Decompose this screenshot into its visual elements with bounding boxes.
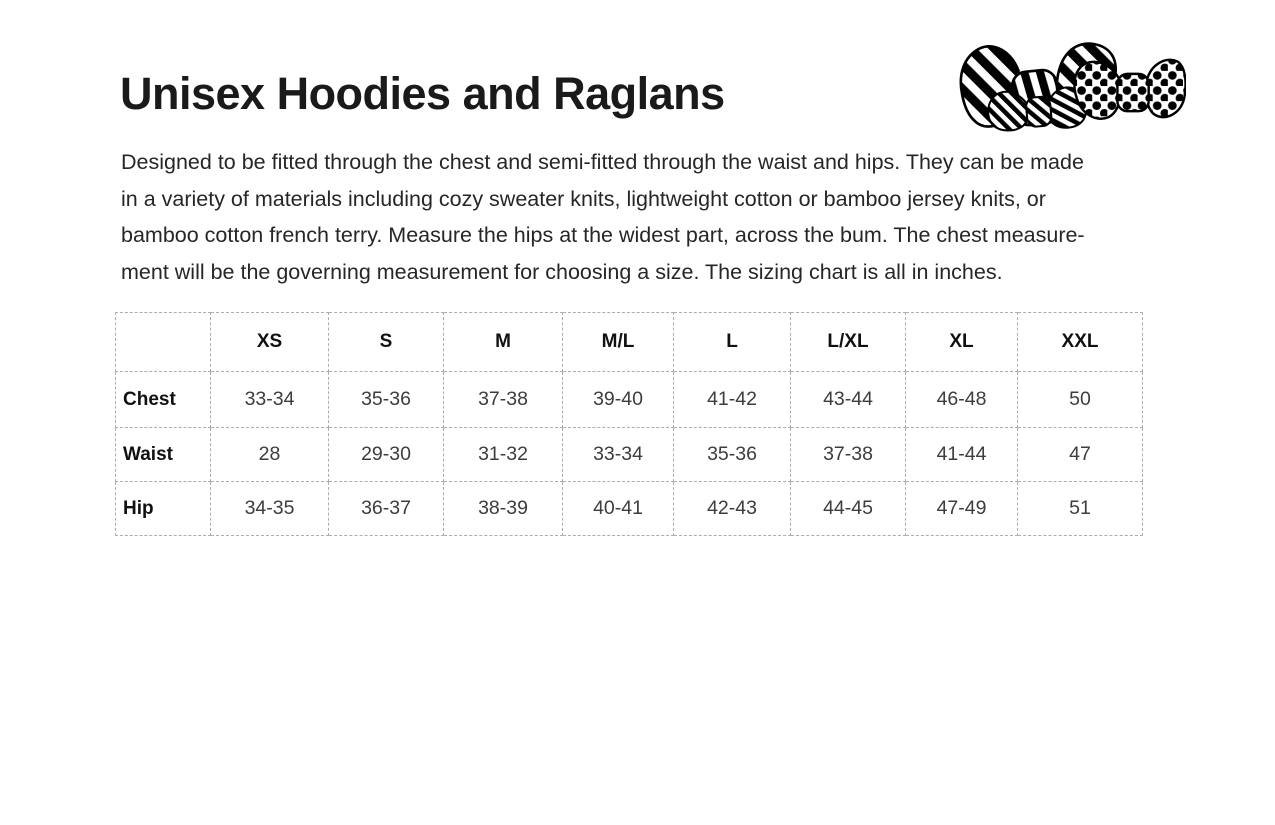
waist-m-value: 31-32	[444, 428, 563, 482]
column-header-lxl: L/XL	[791, 313, 906, 372]
chest-lxl-value: 43-44	[791, 372, 906, 428]
hip-xxl-value: 51	[1018, 482, 1143, 536]
intro-line: bamboo cotton french terry. Measure the hips at the widest part, across the bum. The chest measure-	[121, 223, 1085, 248]
column-header-xxl: XXL	[1018, 313, 1143, 372]
hip-xs-value: 34-35	[211, 482, 329, 536]
chest-ml-value: 39-40	[563, 372, 674, 428]
hip-lxl-value: 44-45	[791, 482, 906, 536]
column-header-xs: XS	[211, 313, 329, 372]
intro-line: ment will be the governing measurement for choosing a size. The sizing chart is all in inches.	[121, 259, 1003, 284]
chest-xl-value: 46-48	[906, 372, 1018, 428]
page-title: Unisex Hoodies and Raglans	[120, 68, 725, 119]
column-header-blank	[116, 313, 211, 372]
hip-ml-value: 40-41	[563, 482, 674, 536]
chest-xxl-value: 50	[1018, 372, 1143, 428]
row-label-waist: Waist	[116, 428, 211, 482]
hip-xl-value: 47-49	[906, 482, 1018, 536]
column-header-xl: XL	[906, 313, 1018, 372]
table-row-waist	[116, 428, 1143, 482]
hip-l-value: 42-43	[674, 482, 791, 536]
chest-l-value: 41-42	[674, 372, 791, 428]
waist-xl-value: 41-44	[906, 428, 1018, 482]
row-label-chest: Chest	[116, 372, 211, 428]
waist-s-value: 29-30	[329, 428, 444, 482]
column-header-m: M	[444, 313, 563, 372]
column-header-l: L	[674, 313, 791, 372]
waist-ml-value: 33-34	[563, 428, 674, 482]
intro-line: in a variety of materials including cozy sweater knits, lightweight cotton or bamboo jersey knits, or	[121, 186, 1046, 211]
chest-s-value: 35-36	[329, 372, 444, 428]
waist-lxl-value: 37-38	[791, 428, 906, 482]
waist-xxl-value: 47	[1018, 428, 1143, 482]
table-row-hip	[116, 482, 1143, 536]
waist-xs-value: 28	[211, 428, 329, 482]
chest-m-value: 37-38	[444, 372, 563, 428]
intro-line: Designed to be fitted through the chest and semi-fitted through the waist and hips. They can be made	[121, 150, 1084, 174]
column-header-ml: M/L	[563, 313, 674, 372]
chest-xs-value: 33-34	[211, 372, 329, 428]
table-row-chest	[116, 372, 1143, 428]
size-chart-table	[115, 312, 1143, 536]
row-label-hip: Hip	[116, 482, 211, 536]
size-chart-header-row	[116, 313, 1143, 372]
hip-m-value: 38-39	[444, 482, 563, 536]
waist-l-value: 35-36	[674, 428, 791, 482]
column-header-s: S	[329, 313, 444, 372]
bow-ties-icon	[956, 40, 1186, 134]
hip-s-value: 36-37	[329, 482, 444, 536]
intro-paragraph	[121, 144, 1191, 290]
